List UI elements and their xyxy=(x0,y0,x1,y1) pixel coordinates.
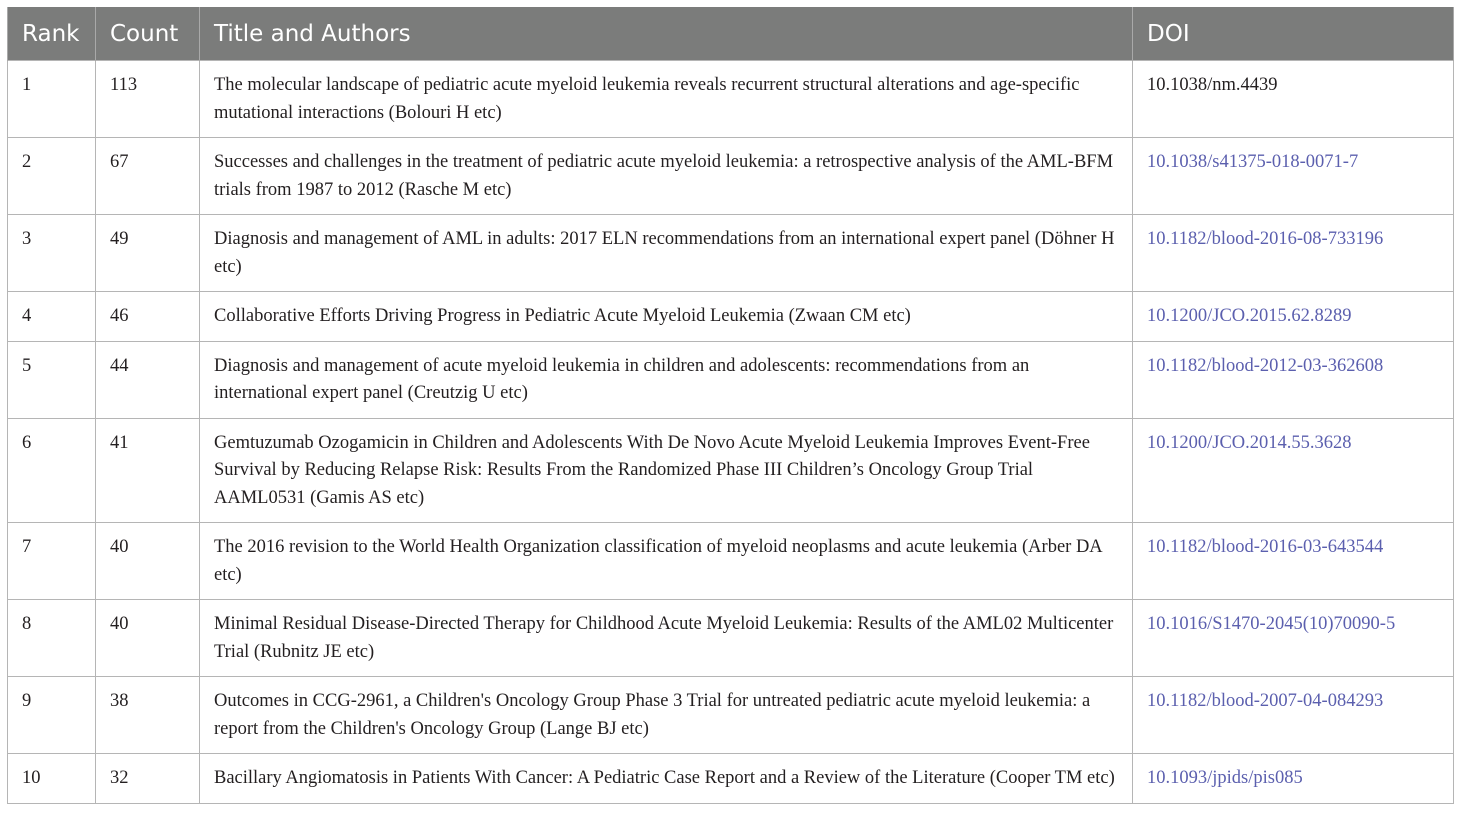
table-body xyxy=(8,61,1454,804)
doi-link[interactable]: 10.1200/JCO.2014.55.3628 xyxy=(1147,432,1352,453)
table-header xyxy=(8,7,1454,61)
rank-cell: 6 xyxy=(8,418,96,523)
title-authors-cell: The molecular landscape of pediatric acute myeloid leukemia reveals recurrent structural alterations and age-specific mutational interactions (Bolouri H etc) xyxy=(200,61,1133,138)
citation-table xyxy=(7,7,1454,804)
table-row xyxy=(8,418,1454,523)
rank-cell: 3 xyxy=(8,215,96,292)
count-cell: 113 xyxy=(96,61,200,138)
header-rank: Rank xyxy=(8,7,96,61)
title-authors-cell: Bacillary Angiomatosis in Patients With Cancer: A Pediatric Case Report and a Review of the Literature (Cooper TM etc) xyxy=(200,754,1133,804)
title-authors-cell: Minimal Residual Disease-Directed Therapy for Childhood Acute Myeloid Leukemia: Results of the AML02 Multicenter Trial (Rubnitz JE etc) xyxy=(200,600,1133,677)
title-authors-cell: Successes and challenges in the treatment of pediatric acute myeloid leukemia: a retrospective analysis of the AML-BFM trials from 1987 to 2012 (Rasche M etc) xyxy=(200,138,1133,215)
title-authors-cell: The 2016 revision to the World Health Organization classification of myeloid neoplasms and acute leukemia (Arber DA etc) xyxy=(200,523,1133,600)
title-authors-cell: Collaborative Efforts Driving Progress in Pediatric Acute Myeloid Leukemia (Zwaan CM etc) xyxy=(200,292,1133,342)
rank-cell: 1 xyxy=(8,61,96,138)
doi-cell xyxy=(1133,677,1454,754)
header-row xyxy=(8,7,1454,61)
doi-link[interactable]: 10.1182/blood-2007-04-084293 xyxy=(1147,691,1384,711)
doi-cell xyxy=(1133,341,1454,418)
table-row xyxy=(8,523,1454,600)
header-count: Count xyxy=(96,7,200,61)
count-cell: 41 xyxy=(96,418,200,523)
table-row xyxy=(8,754,1454,804)
table-row xyxy=(8,600,1454,677)
rank-cell: 8 xyxy=(8,600,96,677)
doi-cell xyxy=(1133,754,1454,804)
table-row xyxy=(8,341,1454,418)
count-cell: 44 xyxy=(96,341,200,418)
doi-link[interactable]: 10.1200/JCO.2015.62.8289 xyxy=(1147,306,1352,326)
table-row xyxy=(8,292,1454,342)
title-authors-cell: Diagnosis and management of acute myeloid leukemia in children and adolescents: recommendations from an international expert panel (Creutzig U etc) xyxy=(200,341,1133,418)
rank-cell: 10 xyxy=(8,754,96,804)
count-cell: 40 xyxy=(96,523,200,600)
count-cell: 40 xyxy=(96,600,200,677)
doi-link[interactable]: 10.1038/s41375-018-0071-7 xyxy=(1147,152,1359,172)
table-row xyxy=(8,677,1454,754)
doi-cell xyxy=(1133,215,1454,292)
doi-cell xyxy=(1133,600,1454,677)
table-row xyxy=(8,215,1454,292)
rank-cell: 7 xyxy=(8,523,96,600)
table-row xyxy=(8,138,1454,215)
doi-cell xyxy=(1133,523,1454,600)
rank-cell: 2 xyxy=(8,138,96,215)
count-cell: 67 xyxy=(96,138,200,215)
doi-cell xyxy=(1133,61,1454,138)
doi-cell xyxy=(1133,138,1454,215)
title-authors-cell: Gemtuzumab Ozogamicin in Children and Adolescents With De Novo Acute Myeloid Leukemia Improves Event-Free Survival by Reducing Relapse Risk: Results From the Randomized Phase III Children’s Oncology Group Trial AAML0531 (Gamis AS etc) xyxy=(200,418,1133,523)
doi-link[interactable]: 10.1093/jpids/pis085 xyxy=(1147,768,1303,788)
rank-cell: 4 xyxy=(8,292,96,342)
doi-link[interactable]: 10.1182/blood-2012-03-362608 xyxy=(1147,355,1384,376)
doi-text: 10.1038/nm.4439 xyxy=(1147,75,1278,95)
title-authors-cell: Outcomes in CCG-2961, a Children's Oncology Group Phase 3 Trial for untreated pediatric acute myeloid leukemia: a report from the Children's Oncology Group (Lange BJ etc) xyxy=(200,677,1133,754)
doi-link[interactable]: 10.1182/blood-2016-08-733196 xyxy=(1147,229,1384,249)
doi-link[interactable]: 10.1016/S1470-2045(10)70090-5 xyxy=(1147,614,1396,634)
count-cell: 49 xyxy=(96,215,200,292)
table-row xyxy=(8,61,1454,138)
header-title-authors: Title and Authors xyxy=(200,7,1133,61)
citation-table-container xyxy=(7,7,1453,804)
title-authors-cell: Diagnosis and management of AML in adults: 2017 ELN recommendations from an international expert panel (Döhner H etc) xyxy=(200,215,1133,292)
doi-cell xyxy=(1133,418,1454,523)
rank-cell: 5 xyxy=(8,341,96,418)
count-cell: 32 xyxy=(96,754,200,804)
count-cell: 38 xyxy=(96,677,200,754)
count-cell: 46 xyxy=(96,292,200,342)
doi-cell xyxy=(1133,292,1454,342)
doi-link[interactable]: 10.1182/blood-2016-03-643544 xyxy=(1147,537,1384,557)
header-doi: DOI xyxy=(1133,7,1454,61)
rank-cell: 9 xyxy=(8,677,96,754)
